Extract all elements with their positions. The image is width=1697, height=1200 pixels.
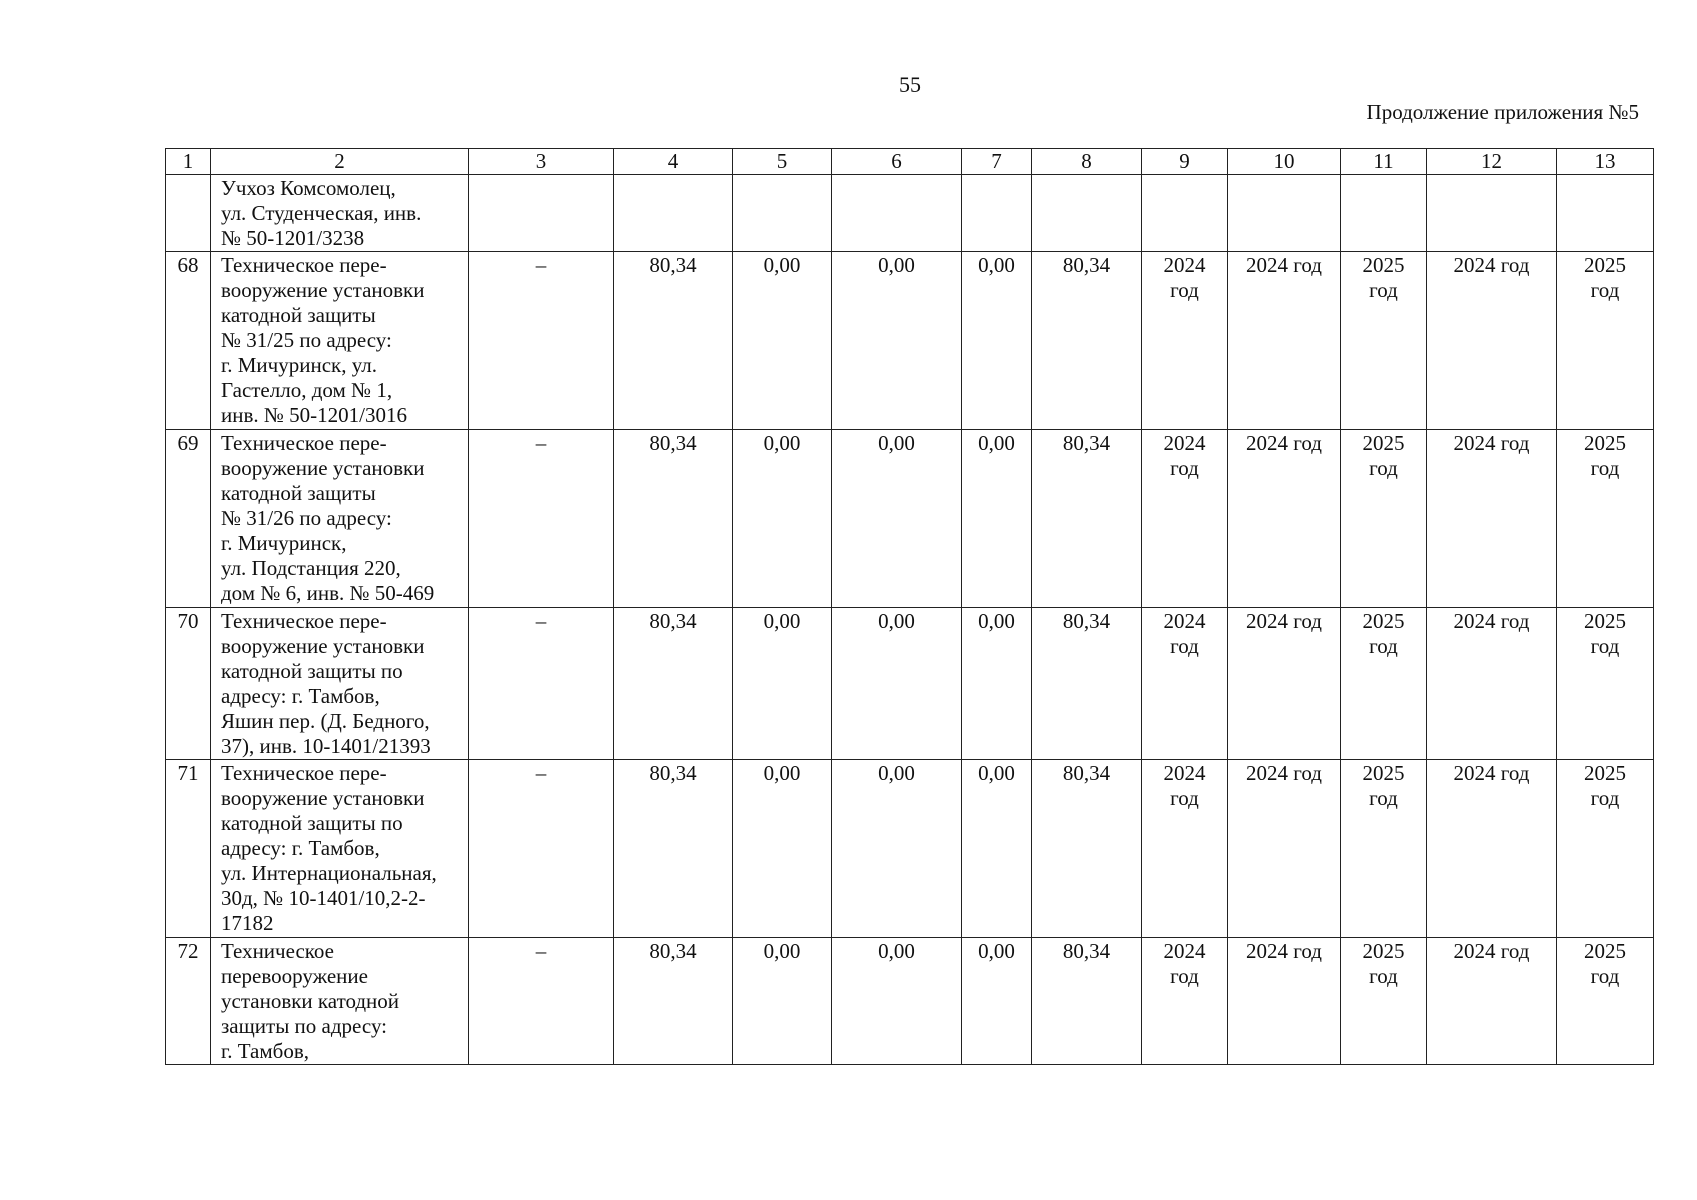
year-suffix: год — [1369, 786, 1398, 810]
description-line: г. Мичуринск, — [221, 531, 347, 555]
description-line: 30д, № 10-1401/10,2-2- — [221, 886, 426, 910]
year-line: 2025 — [1362, 939, 1405, 963]
table-row — [166, 938, 1654, 1065]
cell-col4: 80,34 — [614, 252, 733, 430]
cell-col12: 2024 год — [1427, 430, 1557, 608]
table-row-continuation — [166, 175, 1654, 252]
cell-empty — [614, 175, 733, 252]
cell-empty — [1341, 175, 1427, 252]
year-suffix: год — [1170, 278, 1199, 302]
year-suffix: год — [1590, 786, 1620, 810]
cell-empty — [962, 175, 1032, 252]
description-line: ул. Подстанция 220, — [221, 556, 401, 580]
cell-col3: – — [469, 608, 614, 760]
description-line: катодной защиты — [221, 303, 376, 327]
year-suffix: год — [1170, 634, 1199, 658]
cell-num — [166, 175, 211, 252]
cell-col5: 0,00 — [733, 608, 832, 760]
cell-description — [211, 430, 469, 608]
cell-col9 — [1142, 430, 1228, 608]
description-line: перевооружение — [221, 964, 368, 988]
description-line: Техническое пере- — [221, 609, 387, 633]
cell-col11 — [1341, 938, 1427, 1065]
year-line: 2024 — [1163, 609, 1206, 633]
description-line: г. Тамбов, — [221, 1039, 310, 1063]
header-cell: 2 — [211, 149, 469, 175]
description-line: вооружение установки — [221, 278, 425, 302]
cell-num: 68 — [166, 252, 211, 430]
description-line: № 31/25 по адресу: — [221, 328, 392, 352]
cell-col3: – — [469, 760, 614, 938]
cell-col6: 0,00 — [832, 252, 962, 430]
description-line: г. Мичуринск, ул. — [221, 353, 378, 377]
cell-col13 — [1557, 430, 1654, 608]
cell-empty — [733, 175, 832, 252]
year-line: 2024 — [1163, 253, 1206, 277]
description-line: Яшин пер. (Д. Бедного, — [221, 709, 430, 733]
cell-col10: 2024 год — [1228, 760, 1341, 938]
cell-num: 72 — [166, 938, 211, 1065]
cell-col12: 2024 год — [1427, 608, 1557, 760]
year-suffix: год — [1590, 964, 1620, 988]
cell-empty — [1032, 175, 1142, 252]
description-line: катодной защиты по — [221, 811, 403, 835]
cell-col9 — [1142, 252, 1228, 430]
header-cell: 10 — [1228, 149, 1341, 175]
description-line: адресу: г. Тамбов, — [221, 684, 380, 708]
year-suffix: год — [1590, 634, 1620, 658]
cell-col7: 0,00 — [962, 760, 1032, 938]
cell-col12: 2024 год — [1427, 760, 1557, 938]
header-cell: 13 — [1557, 149, 1654, 175]
cell-col13 — [1557, 608, 1654, 760]
page-number: 55 — [899, 72, 921, 97]
cell-col8: 80,34 — [1032, 938, 1142, 1065]
year-line: 2025 — [1584, 253, 1626, 277]
cell-col3: – — [469, 252, 614, 430]
cell-col7: 0,00 — [962, 252, 1032, 430]
year-line: 2025 — [1362, 253, 1405, 277]
description-line: катодной защиты по — [221, 659, 403, 683]
table-row — [166, 430, 1654, 608]
cell-empty — [1557, 175, 1654, 252]
cell-col4: 80,34 — [614, 760, 733, 938]
year-suffix: год — [1590, 278, 1620, 302]
year-suffix: год — [1369, 456, 1398, 480]
description-line: 37), инв. 10-1401/21393 — [221, 734, 431, 758]
cell-col3: – — [469, 938, 614, 1065]
cell-col12: 2024 год — [1427, 938, 1557, 1065]
cell-col10: 2024 год — [1228, 608, 1341, 760]
cell-col4: 80,34 — [614, 430, 733, 608]
year-line: 2024 — [1163, 431, 1206, 455]
header-cell: 3 — [469, 149, 614, 175]
header-cell: 11 — [1341, 149, 1427, 175]
cell-col9 — [1142, 760, 1228, 938]
year-line: 2024 — [1163, 761, 1206, 785]
cell-col5: 0,00 — [733, 430, 832, 608]
data-table — [165, 148, 1654, 1065]
cell-col6: 0,00 — [832, 760, 962, 938]
year-line: 2025 — [1584, 761, 1626, 785]
cell-col5: 0,00 — [733, 760, 832, 938]
cell-description — [211, 760, 469, 938]
cell-col12: 2024 год — [1427, 252, 1557, 430]
cell-col9 — [1142, 608, 1228, 760]
table-row — [166, 608, 1654, 760]
cell-col7: 0,00 — [962, 608, 1032, 760]
cell-col3: – — [469, 430, 614, 608]
cell-empty — [1228, 175, 1341, 252]
cell-col8: 80,34 — [1032, 760, 1142, 938]
year-suffix: год — [1170, 964, 1199, 988]
description-line: вооружение установки — [221, 786, 425, 810]
cell-col11 — [1341, 252, 1427, 430]
description-line: Техническое — [221, 939, 334, 963]
cell-col10: 2024 год — [1228, 252, 1341, 430]
cell-empty — [469, 175, 614, 252]
cell-col5: 0,00 — [733, 938, 832, 1065]
cell-col7: 0,00 — [962, 938, 1032, 1065]
year-line: 2025 — [1584, 431, 1626, 455]
cell-col13 — [1557, 252, 1654, 430]
description-line: Учхоз Комсомолец, — [221, 176, 396, 200]
header-cell: 8 — [1032, 149, 1142, 175]
cell-col11 — [1341, 430, 1427, 608]
cell-col8: 80,34 — [1032, 430, 1142, 608]
cell-col10: 2024 год — [1228, 430, 1341, 608]
description-line: 17182 — [221, 911, 274, 935]
header-cell: 4 — [614, 149, 733, 175]
header-cell: 6 — [832, 149, 962, 175]
year-line: 2025 — [1362, 431, 1405, 455]
cell-col4: 80,34 — [614, 608, 733, 760]
appendix-note: Продолжение приложения №5 — [1366, 100, 1639, 124]
cell-col4: 80,34 — [614, 938, 733, 1065]
description-line: дом № 6, инв. № 50-469 — [221, 581, 435, 605]
header-cell: 5 — [733, 149, 832, 175]
cell-num: 71 — [166, 760, 211, 938]
year-suffix: год — [1369, 634, 1398, 658]
cell-col10: 2024 год — [1228, 938, 1341, 1065]
cell-description — [211, 938, 469, 1065]
table-row — [166, 760, 1654, 938]
year-suffix: год — [1369, 278, 1398, 302]
description-line: вооружение установки — [221, 456, 425, 480]
cell-col8: 80,34 — [1032, 252, 1142, 430]
header-cell: 7 — [962, 149, 1032, 175]
cell-col13 — [1557, 938, 1654, 1065]
description-line: адресу: г. Тамбов, — [221, 836, 380, 860]
cell-description — [211, 608, 469, 760]
cell-col6: 0,00 — [832, 938, 962, 1065]
description-line: ул. Студенческая, инв. — [221, 201, 422, 225]
cell-description — [211, 252, 469, 430]
description-line: защиты по адресу: — [221, 1014, 388, 1038]
description-line: № 31/26 по адресу: — [221, 506, 392, 530]
description-line: катодной защиты — [221, 481, 376, 505]
description-line: Техническое пере- — [221, 761, 387, 785]
description-line: вооружение установки — [221, 634, 425, 658]
cell-col11 — [1341, 760, 1427, 938]
description-line: инв. № 50-1201/3016 — [221, 403, 408, 427]
cell-col5: 0,00 — [733, 252, 832, 430]
cell-col11 — [1341, 608, 1427, 760]
cell-description — [211, 175, 469, 252]
description-line: установки катодной — [221, 989, 400, 1013]
header-cell: 1 — [166, 149, 211, 175]
cell-col7: 0,00 — [962, 430, 1032, 608]
cell-col6: 0,00 — [832, 608, 962, 760]
description-line: Техническое пере- — [221, 431, 387, 455]
year-suffix: год — [1170, 786, 1199, 810]
description-line: № 50-1201/3238 — [221, 226, 365, 250]
year-line: 2025 — [1362, 761, 1405, 785]
cell-col8: 80,34 — [1032, 608, 1142, 760]
cell-col9 — [1142, 938, 1228, 1065]
header-cell: 9 — [1142, 149, 1228, 175]
cell-num: 70 — [166, 608, 211, 760]
cell-num: 69 — [166, 430, 211, 608]
header-row — [166, 149, 1654, 175]
cell-empty — [832, 175, 962, 252]
year-suffix: год — [1369, 964, 1398, 988]
header-cell: 12 — [1427, 149, 1557, 175]
cell-empty — [1142, 175, 1228, 252]
year-line: 2024 — [1163, 939, 1206, 963]
table-row — [166, 252, 1654, 430]
cell-col13 — [1557, 760, 1654, 938]
description-line: Гастелло, дом № 1, — [221, 378, 393, 402]
cell-col6: 0,00 — [832, 430, 962, 608]
description-line: Техническое пере- — [221, 253, 387, 277]
year-line: 2025 — [1584, 939, 1626, 963]
year-line: 2025 — [1362, 609, 1405, 633]
year-line: 2025 — [1584, 609, 1626, 633]
year-suffix: год — [1590, 456, 1620, 480]
cell-empty — [1427, 175, 1557, 252]
year-suffix: год — [1170, 456, 1199, 480]
description-line: ул. Интернациональная, — [221, 861, 437, 885]
